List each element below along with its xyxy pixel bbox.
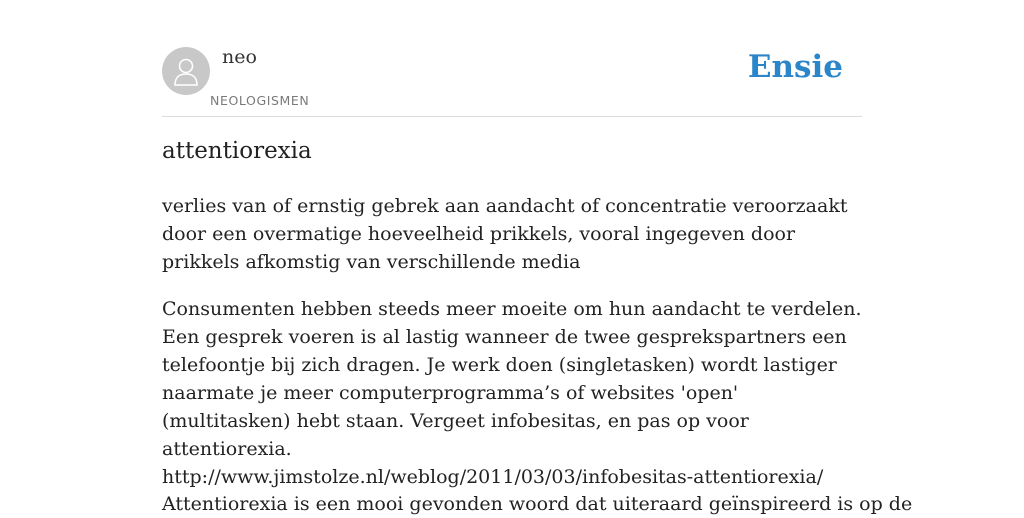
- example-text: Consumenten hebben steeds meer moeite om hun aandacht te verdelen. Een gesprek voeren is al lastig wanneer de twee gesprekspartners een telefoontje bij zich dragen. Je werk doen (singletasken) wordt lastiger naarmate je meer computerprogramma’s of websites 'open' (multitasken) hebt staan. Vergeet infobesitas, en pas op voor attentiorexia.: [162, 298, 862, 460]
- ensie-logo-link[interactable]: Ensie: [747, 49, 843, 85]
- category-link[interactable]: NEOLOGISMEN: [210, 93, 310, 108]
- user-silhouette-icon: [171, 55, 201, 87]
- username-link[interactable]: neo: [222, 46, 257, 68]
- entry-header: [162, 46, 862, 117]
- avatar[interactable]: [162, 47, 210, 95]
- entry-extra-text: Attentiorexia is een mooi gevonden woord dat uiteraard geïnspireerd is op de: [162, 493, 913, 515]
- entry-definition: verlies van of ernstig gebrek aan aandacht of concentratie veroorzaakt door een overmatige hoeveelheid prikkels, vooral ingegeven door prikkels afkomstig van verschillende media: [162, 195, 848, 273]
- entry-example: [162, 295, 862, 491]
- entry-term: attentiorexia: [162, 138, 312, 164]
- source-link[interactable]: http://www.jimstolze.nl/weblog/2011/03/03/infobesitas-attentiorexia/: [162, 466, 824, 488]
